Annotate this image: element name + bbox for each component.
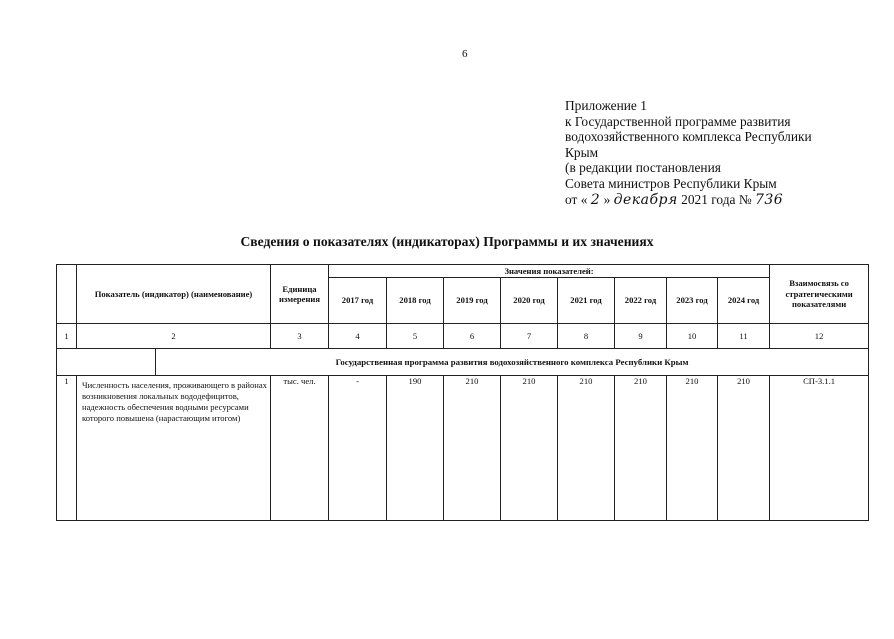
column-number: 11: [718, 324, 770, 349]
appendix-line-3: водохозяйственного комплекса Республики: [565, 129, 812, 145]
section-spacer-cell: [57, 349, 156, 376]
handwritten-month: декабря: [613, 191, 678, 208]
section-title: Государственная программа развития водохозяйственного комплекса Республики Крым: [156, 349, 869, 376]
header-year: 2019 год: [444, 278, 501, 324]
date-mid: »: [603, 191, 611, 207]
column-number: 10: [667, 324, 718, 349]
value-cell: -: [329, 376, 387, 521]
appendix-line-4: Крым: [565, 144, 599, 160]
appendix-line-5: (в редакции постановления: [565, 160, 721, 176]
document-title: Сведения о показателях (индикаторах) Программы и их значениях: [240, 234, 654, 249]
value-cell: 190: [387, 376, 444, 521]
header-year: 2022 год: [615, 278, 667, 324]
value-cell: 210: [501, 376, 558, 521]
value-cell: 210: [615, 376, 667, 521]
handwritten-number: 736: [754, 191, 784, 208]
column-number: 12: [770, 324, 869, 349]
header-year: 2018 год: [387, 278, 444, 324]
column-number: 3: [271, 324, 329, 349]
value-cell: 210: [718, 376, 770, 521]
table-row: [57, 376, 869, 521]
column-number: 8: [558, 324, 615, 349]
section-row: [57, 349, 869, 376]
column-number: 4: [329, 324, 387, 349]
column-number: 7: [501, 324, 558, 349]
indicator-unit: тыс. чел.: [271, 376, 329, 521]
column-numbers-row: [57, 324, 869, 349]
date-year: 2021 года №: [681, 191, 752, 207]
header-number-cell: [57, 265, 77, 324]
appendix-date-line: [565, 192, 812, 209]
value-cell: 210: [558, 376, 615, 521]
column-number: 5: [387, 324, 444, 349]
header-unit: Единица измерения: [271, 265, 329, 324]
header-indicator: Показатель (индикатор) (наименование): [77, 265, 271, 324]
header-row-1: [57, 265, 869, 278]
header-year: 2021 год: [558, 278, 615, 324]
indicators-table: [56, 264, 869, 521]
header-year: 2017 год: [329, 278, 387, 324]
date-prefix: от «: [565, 191, 588, 207]
value-cell: 210: [444, 376, 501, 521]
column-number: 1: [57, 324, 77, 349]
appendix-block: [565, 98, 812, 208]
header-link: Взаимосвязь со стратегическими показателями: [770, 265, 869, 324]
indicator-name: Численность населения, проживающего в районах возникновения локальных вододефицитов, надежность обеспечения водными ресурсами которого повышена (нарастающим итогом): [77, 376, 271, 521]
row-number: 1: [57, 376, 77, 521]
value-cell: 210: [667, 376, 718, 521]
appendix-line-2: к Государственной программе развития: [565, 113, 791, 129]
strategic-link: СП-3.1.1: [770, 376, 869, 521]
appendix-line-1: Приложение 1: [565, 98, 647, 113]
header-year: 2023 год: [667, 278, 718, 324]
column-number: 9: [615, 324, 667, 349]
header-year: 2020 год: [501, 278, 558, 324]
appendix-line-6: Совета министров Республики Крым: [565, 175, 777, 191]
header-values-group: Значения показателей:: [329, 265, 770, 278]
column-number: 6: [444, 324, 501, 349]
header-year: 2024 год: [718, 278, 770, 324]
column-number: 2: [77, 324, 271, 349]
page-number: 6: [462, 48, 468, 60]
handwritten-day: 2: [590, 191, 601, 208]
